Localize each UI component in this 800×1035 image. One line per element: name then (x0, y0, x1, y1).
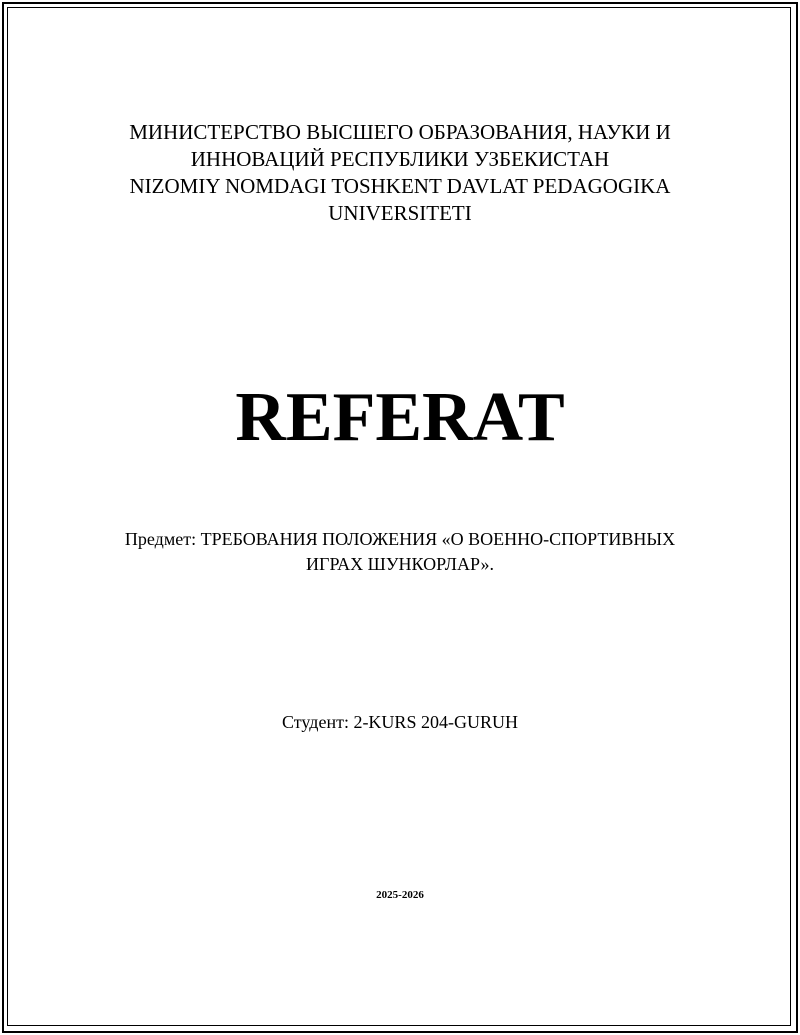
header-line: ИННОВАЦИЙ РЕСПУБЛИКИ УЗБЕКИСТАН (190, 147, 610, 171)
academic-year: 2025-2026 (376, 889, 424, 901)
header-line: МИНИСТЕРСТВО ВЫСШЕГО ОБРАЗОВАНИЯ, НАУКИ И (129, 120, 671, 144)
header-line: NIZOMIY NOMDAGI TOSHKENT DAVLAT PEDAGOGIKA (129, 174, 671, 198)
subject-block (0, 527, 800, 577)
subject-line: Предмет: ТРЕБОВАНИЯ ПОЛОЖЕНИЯ «О ВОЕННО-СПОРТИВНЫХ (124, 529, 676, 549)
subject-line: ИГРАХ ШУНКОРЛАР». (306, 554, 494, 574)
document-title: REFERAT (235, 379, 565, 456)
ministry-header (0, 119, 800, 227)
header-line: UNIVERSITETI (328, 201, 472, 225)
student-info: Студент: 2-KURS 204-GURUH (282, 712, 518, 732)
